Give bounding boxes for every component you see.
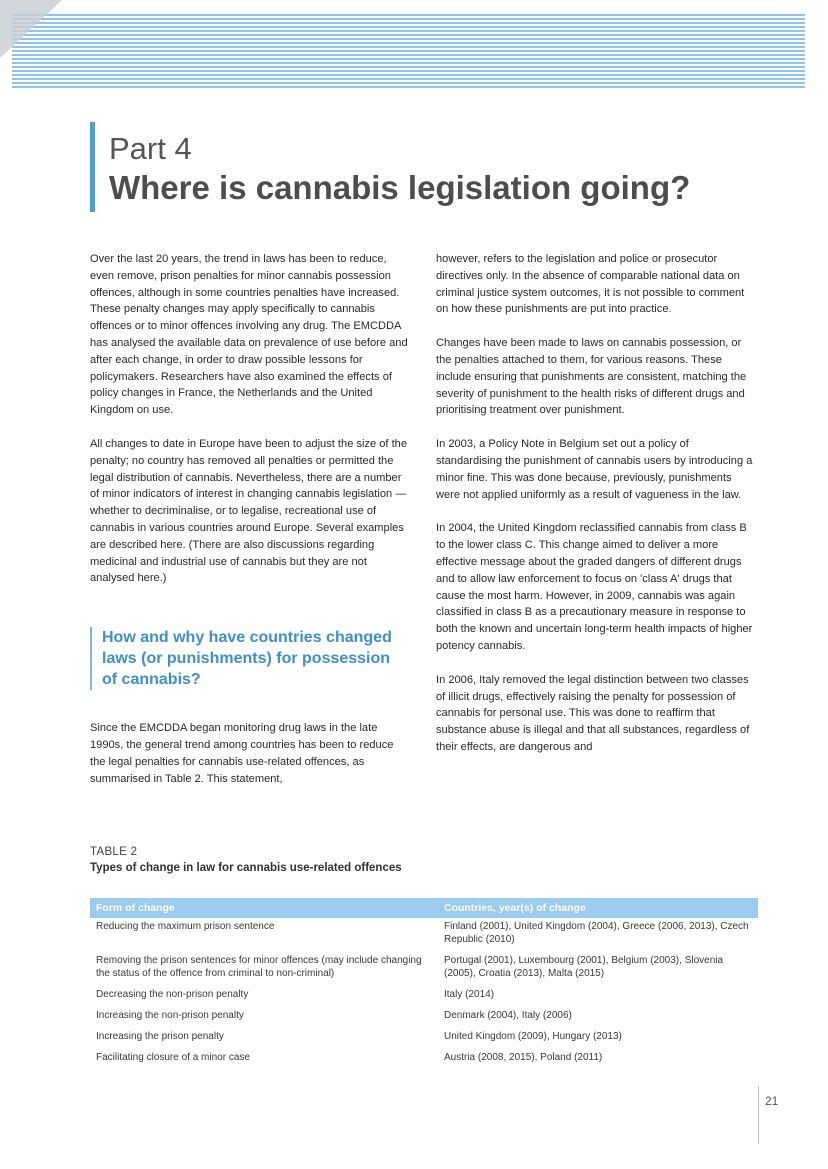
table-row xyxy=(90,1049,758,1070)
paragraph: All changes to date in Europe have been to adjust the size of the penalty; no country has removed all penalties or permitted the legal distribution of cannabis. Nevertheless, there are a number of minor indicators of interest in changing cannabis legislation — whether to decriminalise, or to legalise, recreational use of cannabis in various countries around Europe. Several examples are described here. (There are also discussions regarding medicinal and industrial use of cannabis but they are not analysed here.) xyxy=(90,437,408,585)
table-row xyxy=(90,986,758,1007)
page-number: 21 xyxy=(758,1086,808,1144)
table-caption: Types of change in law for cannabis use-related offences xyxy=(90,862,402,874)
table-cell: Removing the prison sentences for minor offences (may include changing the status of the offence from criminal to non-criminal) xyxy=(96,955,422,979)
part-title: Where is cannabis legislation going? xyxy=(109,169,691,206)
paragraph: however, refers to the legislation and police or prosecutor directives only. In the absence of comparable national data on criminal justice system outcomes, it is not possible to comment on how these punishments are put into practice. xyxy=(436,253,745,316)
header-banner xyxy=(12,14,805,88)
table-cell: Austria (2008, 2015), Poland (2011) xyxy=(444,1052,603,1063)
table-row xyxy=(90,952,758,986)
table-row xyxy=(90,918,758,952)
paragraph: Changes have been made to laws on cannabis possession, or the penalties attached to them, for various reasons. These include ensuring that punishments are consistent, matching the severity of punishment to the health risks of different drugs and prioritising treatment over punishment. xyxy=(436,337,747,417)
part-label: Part 4 xyxy=(109,131,192,166)
table-cell: Denmark (2004), Italy (2006) xyxy=(444,1010,572,1021)
paragraph: Since the EMCDDA began monitoring drug laws in the late 1990s, the general trend among countries has been to reduce the legal penalties for cannabis use-related offences, as summarised in Table 2. This statement, xyxy=(90,722,394,785)
table-row xyxy=(90,1007,758,1028)
table-cell: Facilitating closure of a minor case xyxy=(96,1052,250,1063)
table-cell: Increasing the prison penalty xyxy=(96,1031,224,1042)
table-section xyxy=(90,846,758,1070)
table-row xyxy=(90,1028,758,1049)
table-cell: Reducing the maximum prison sentence xyxy=(96,921,275,932)
right-column xyxy=(436,251,754,773)
table-cell: Italy (2014) xyxy=(444,989,495,1000)
left-column xyxy=(90,251,408,804)
column-header: Form of change xyxy=(90,898,438,918)
paragraph: In 2004, the United Kingdom reclassified cannabis from class B to the lower class C. This change aimed to deliver a more effective message about the graded dangers of different drugs and to allow law enforcement to focus on 'class A' drugs that cause the most harm. However, in 2009, cannabis was again classified in class B as a precautionary measure in response to both the known and uncertain long-term health impacts of higher potency cannabis. xyxy=(436,522,753,652)
table-header-row xyxy=(90,898,758,918)
paragraph: In 2006, Italy removed the legal distinction between two classes of illicit drugs, effectively raising the penalty for possession of cannabis for personal use. This was done to reaffirm that substance abuse is illegal and that all substances, regardless of their effects, are dangerous and xyxy=(436,673,750,753)
table-cell: Finland (2001), United Kingdom (2004), Greece (2006, 2013), Czech Republic (2010) xyxy=(444,921,749,945)
page-corner-decoration xyxy=(0,0,62,58)
paragraph: In 2003, a Policy Note in Belgium set out a policy of standardising the punishment of cannabis users by introducing a minor fine. This was done because, previously, punishments were not applied uniformly as a result of vagueness in the law. xyxy=(436,438,753,501)
part-heading-block xyxy=(90,122,770,212)
column-header: Countries, year(s) of change xyxy=(438,898,758,918)
paragraph: Over the last 20 years, the trend in laws has been to reduce, even remove, prison penalties for minor cannabis possession offences, although in some countries penalties have increased. These penalty changes may apply specifically to cannabis offences or to minor offences involving any drug. The EMCDDA has analysed the available data on prevalence of use before and after each change, in order to draw possible lessons for policymakers. Researchers have also examined the effects of policy changes in France, the Netherlands and the United Kingdom on use. xyxy=(90,253,408,417)
table-cell: Increasing the non-prison penalty xyxy=(96,1010,244,1021)
change-types-table xyxy=(90,898,758,1070)
table-cell: Decreasing the non-prison penalty xyxy=(96,989,249,1000)
table-label: TABLE 2 xyxy=(90,846,138,858)
section-subheading: How and why have countries changed laws (or punishments) for possession of cannabis? xyxy=(90,627,408,690)
table-cell: United Kingdom (2009), Hungary (2013) xyxy=(444,1031,622,1042)
table-cell: Portugal (2001), Luxembourg (2001), Belgium (2003), Slovenia (2005), Croatia (2013), Malta (2015) xyxy=(444,955,724,979)
